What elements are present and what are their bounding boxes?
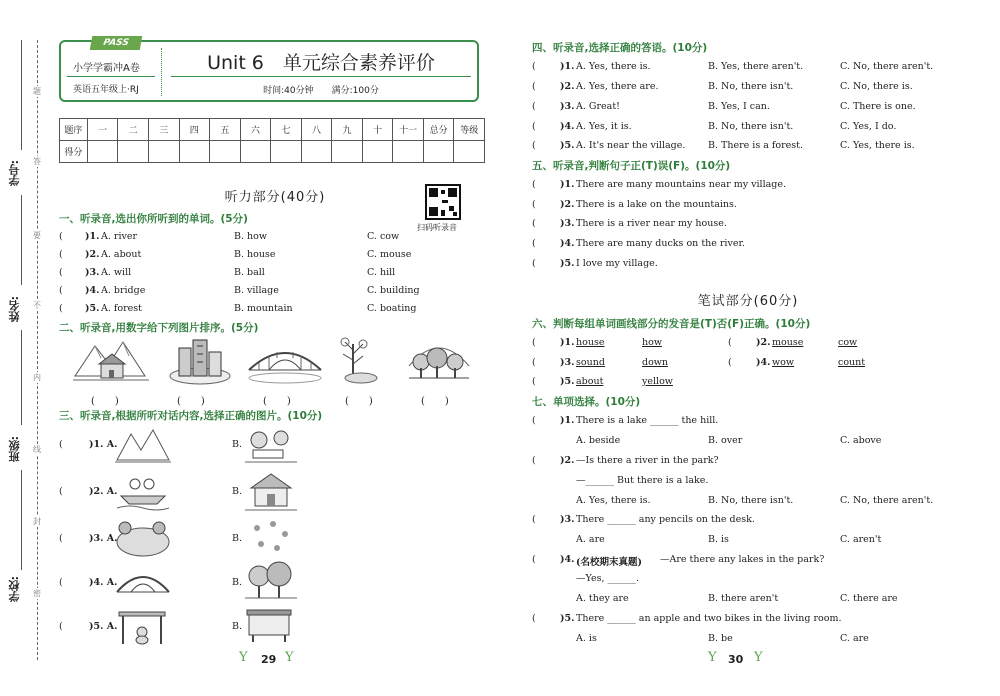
table-cell: 总分 <box>423 119 454 141</box>
exam-meta: 时间:40分钟 满分:100分 <box>263 86 379 96</box>
s3-option-b-label: B. <box>232 486 243 497</box>
answer-bracket[interactable]: ( <box>59 285 63 296</box>
table-cell: 六 <box>240 119 271 141</box>
question-text: —Are there any lakes in the park? <box>660 554 825 565</box>
leaf-icon: Y <box>285 650 294 665</box>
option-a: A. will <box>101 267 132 278</box>
option-a: A. Yes, there are. <box>576 81 659 92</box>
seal-char: 密 <box>33 589 41 598</box>
option-a: A. about <box>101 249 142 260</box>
grade-label: 英语五年级上·RJ <box>73 85 139 95</box>
table-cell: 五 <box>210 119 241 141</box>
statement: There are many ducks on the river. <box>576 238 745 249</box>
buildings-picture-icon <box>167 336 233 386</box>
exam-title: Unit 6 单元综合素养评价 <box>207 52 435 74</box>
table-cell: 四 <box>179 119 210 141</box>
divider <box>161 48 162 96</box>
listening-part-title: 听力部分(40分) <box>224 190 326 205</box>
question-tag: (名校期末真题) <box>576 557 642 568</box>
answer-bracket[interactable]: ( <box>59 439 63 450</box>
answer-bracket[interactable]: ( ) <box>91 396 119 407</box>
word: yellow <box>642 376 673 387</box>
option-b: B. be <box>708 633 733 644</box>
option-c: C. building <box>367 285 420 296</box>
table-cell: 九 <box>332 119 363 141</box>
option-c: C. hill <box>367 267 396 278</box>
bridge-picture-icon <box>245 336 325 386</box>
answer-bracket[interactable]: ( <box>532 258 536 269</box>
score-cell[interactable] <box>423 141 454 163</box>
word: sound <box>576 357 605 368</box>
binding-margin <box>0 0 52 696</box>
qr-caption: 扫码听录音 <box>417 223 457 232</box>
lake-picture-icon <box>115 518 171 560</box>
score-cell[interactable] <box>301 141 332 163</box>
option-c: C. There is one. <box>840 101 916 112</box>
answer-bracket[interactable]: ( <box>532 140 536 151</box>
house-picture-icon <box>245 470 297 514</box>
answer-bracket[interactable]: ( <box>532 554 536 565</box>
table-cell: 十 <box>362 119 393 141</box>
option-c: C. Yes, there is. <box>840 140 915 151</box>
section-3-title: 三、听录音,根据所听对话内容,选择正确的图片。(10分) <box>59 410 323 422</box>
trees-picture-icon <box>245 560 297 604</box>
right-page: 四、听录音,选择正确的答语。(10分) ( )1. A. Yes, there is. B. Yes, there aren't. C. No, there aren't. ( )2. A. Yes, there are. B. No, there isn't. C. No, there is. ( )3. A. Great! B. Yes, I can. C. There is one. ( )4. A. Yes, it is. B. No, there isn't. C. Yes, I do. ( )5. A. It's near the village. B. There is a forest. C. Yes, there is. 五、听录音,判断句子正(T)误(F)。(10分) ( )1. There are many mountains near my village. ( )2. There is a lake on the mountains. ( )3. There is a river near my house. ( )4. There are many ducks on the river. ( )5. I love my village. 笔试部分(60分) 六、判断每组单词画线部分的发音是(T)否(F)正确。(10分) ( )1. house how ( )2. mouse cow ( )3. sound down ( )4. wow count ( )5. about yellow 七、单项选择。(10分) ( )1. There is a lake ______ the hill. A. beside B. over C. above ( )2. —Is there a river in the park? —______ But there is a lake. A. Yes, there is. B. No, there isn't. C. No, there aren't. ( )3. There ______ any pencils on the desk. A. are B. is C. aren't ( )4. (名校期末真题) —Are there any lakes in the park? —Yes, ______. A. they are B. there aren't C. there are ( )5. There ______ an apple and two bikes in the living room. A. is B. be C. are Y 30 Y <box>532 42 934 666</box>
option-a: A. are <box>576 534 605 545</box>
answer-bracket[interactable]: ( <box>728 337 732 348</box>
divider <box>67 76 155 77</box>
statement: I love my village. <box>576 258 658 269</box>
s7-q4-text2: —Yes, ______. <box>576 573 640 584</box>
answer-bracket[interactable]: ( <box>59 303 63 314</box>
option-b: B. No, there isn't. <box>708 121 794 132</box>
village-picture-icon <box>73 336 149 386</box>
answer-bracket[interactable]: ( <box>532 218 536 229</box>
question-text: There ______ an apple and two bikes in the living room. <box>576 613 842 624</box>
option-b: B. No, there isn't. <box>708 495 794 506</box>
answer-bracket[interactable]: ( <box>532 179 536 190</box>
option-b: B. mountain <box>234 303 293 314</box>
section-2-title: 二、听录音,用数字给下列图片排序。(5分) <box>59 322 259 334</box>
answer-bracket[interactable]: ( <box>532 376 536 387</box>
score-cell[interactable] <box>332 141 363 163</box>
leaf-icon: Y <box>708 650 717 665</box>
seal-line <box>37 40 38 660</box>
score-cell[interactable] <box>454 141 485 163</box>
table-cell: 二 <box>118 119 149 141</box>
score-cell[interactable] <box>362 141 393 163</box>
option-b: B. village <box>234 285 279 296</box>
flowers-picture-icon <box>247 518 293 560</box>
answer-bracket[interactable]: ( <box>59 249 63 260</box>
table-cell: 三 <box>148 119 179 141</box>
score-cell[interactable] <box>271 141 302 163</box>
option-a: A. river <box>101 231 138 242</box>
option-c: C. there are <box>840 593 898 604</box>
option-c: C. boating <box>367 303 417 314</box>
seal-char: 线 <box>33 445 41 454</box>
series-name: 小学学霸冲A卷 <box>73 63 140 74</box>
word: count <box>838 357 866 368</box>
score-cell[interactable] <box>118 141 149 163</box>
table-cell: 题序 <box>60 119 88 141</box>
answer-bracket[interactable]: ( ) <box>177 396 205 407</box>
score-table-header-row <box>60 119 485 141</box>
class-underline <box>21 330 22 425</box>
name-underline <box>21 195 22 285</box>
page-number-left: 29 <box>261 653 277 666</box>
answer-bracket[interactable]: ( <box>532 337 536 348</box>
student-id-label: 学号: <box>8 160 21 187</box>
word: house <box>576 337 605 348</box>
answer-bracket[interactable]: ( <box>532 613 536 624</box>
question-text: —Is there a river in the park? <box>576 455 719 466</box>
answer-bracket[interactable]: ( ) <box>263 396 291 407</box>
score-cell[interactable] <box>240 141 271 163</box>
table-cell: 八 <box>301 119 332 141</box>
answer-bracket[interactable]: ( <box>532 81 536 92</box>
seal-char: 题 <box>33 87 41 96</box>
qr-code-icon[interactable] <box>425 184 461 220</box>
answer-bracket[interactable]: ( <box>532 455 536 466</box>
class-label: 班级: <box>8 436 21 463</box>
option-c: C. above <box>840 435 882 446</box>
statement: There are many mountains near my village. <box>576 179 787 190</box>
option-c: C. Yes, I do. <box>840 121 897 132</box>
word: about <box>576 376 604 387</box>
option-c: C. No, there aren't. <box>840 495 934 506</box>
option-a: A. Yes, there is. <box>576 61 651 72</box>
score-cell[interactable] <box>393 141 424 163</box>
option-a: A. Yes, it is. <box>576 121 632 132</box>
s3-option-b-label: B. <box>232 621 243 632</box>
school-label: 学校: <box>8 576 21 603</box>
option-b: B. there aren't <box>708 593 779 604</box>
option-c: C. No, there aren't. <box>840 61 934 72</box>
answer-bracket[interactable]: ( ) <box>345 396 373 407</box>
option-c: C. aren't <box>840 534 882 545</box>
answer-bracket[interactable]: ( <box>59 231 63 242</box>
statement: There is a lake on the mountains. <box>576 199 737 210</box>
word: mouse <box>772 337 804 348</box>
forest-picture-icon <box>407 336 471 386</box>
table-cell: 等级 <box>454 119 485 141</box>
answer-bracket[interactable]: ( <box>59 267 63 278</box>
option-a: A. It's near the village. <box>576 140 686 151</box>
option-c: C. are <box>840 633 869 644</box>
option-a: A. Great! <box>576 101 620 112</box>
writing-part-title: 笔试部分(60分) <box>697 294 799 309</box>
bridge-picture-icon <box>115 562 171 602</box>
lake-tree-picture-icon <box>335 336 379 386</box>
leaf-icon: Y <box>754 650 763 665</box>
score-cell[interactable] <box>87 141 118 163</box>
section-7-title: 七、单项选择。(10分) <box>532 396 641 408</box>
option-b: B. There is a forest. <box>708 140 804 151</box>
answer-bracket[interactable]: ( <box>532 357 536 368</box>
question-text: There ______ any pencils on the desk. <box>576 514 755 525</box>
s7-q2-text2: —______ But there is a lake. <box>576 475 709 486</box>
seal-char: 要 <box>33 231 41 240</box>
section-5-title: 五、听录音,判断句子正(T)误(F)。(10分) <box>532 160 731 172</box>
desk-picture-icon <box>245 604 293 644</box>
exam-header <box>59 40 479 102</box>
answer-bracket[interactable]: ( <box>59 486 63 497</box>
option-a: A. forest <box>101 303 142 314</box>
answer-bracket[interactable]: ( ) <box>421 396 449 407</box>
s3-option-b-label: B. <box>232 439 243 450</box>
table-cell: 一 <box>87 119 118 141</box>
id-underline <box>21 40 22 150</box>
option-a: A. bridge <box>101 285 146 296</box>
option-b: B. Yes, there aren't. <box>708 61 804 72</box>
park-picture-icon <box>245 426 297 466</box>
score-cell[interactable] <box>179 141 210 163</box>
word: wow <box>772 357 794 368</box>
seal-char: 内 <box>33 373 41 382</box>
answer-bracket[interactable]: ( <box>532 514 536 525</box>
question-text: There is a lake ______ the hill. <box>576 415 719 426</box>
answer-bracket[interactable]: ( <box>59 533 63 544</box>
table-cell: 得分 <box>60 141 88 163</box>
option-b: B. No, there isn't. <box>708 81 794 92</box>
cat-under-table-picture-icon <box>117 606 167 646</box>
option-c: C. No, there is. <box>840 81 913 92</box>
name-label: 姓名: <box>8 296 21 323</box>
word: how <box>642 337 662 348</box>
section-1-title: 一、听录音,选出你所听到的单词。(5分) <box>59 213 248 225</box>
option-b: B. house <box>234 249 276 260</box>
score-cell[interactable] <box>210 141 241 163</box>
option-b: B. is <box>708 534 729 545</box>
word: down <box>642 357 669 368</box>
option-a: A. beside <box>576 435 621 446</box>
table-cell: 七 <box>271 119 302 141</box>
seal-char: 答 <box>33 157 41 166</box>
answer-bracket[interactable]: ( <box>59 621 63 632</box>
score-cell[interactable] <box>148 141 179 163</box>
statement: There is a river near my house. <box>576 218 727 229</box>
answer-bracket[interactable]: ( <box>59 577 63 588</box>
word: cow <box>838 337 858 348</box>
answer-bracket[interactable]: ( <box>532 101 536 112</box>
seal-char: 不 <box>33 301 41 310</box>
option-b: B. over <box>708 435 743 446</box>
score-table <box>59 118 485 163</box>
answer-bracket[interactable]: ( <box>532 415 536 426</box>
divider <box>171 76 471 77</box>
table-cell: 十一 <box>393 119 424 141</box>
score-table-score-row <box>60 141 485 163</box>
section-6-title: 六、判断每组单词画线部分的发音是(T)否(F)正确。(10分) <box>532 318 811 330</box>
boating-picture-icon <box>115 472 171 512</box>
left-page: PASS 小学学霸冲A卷 英语五年级上·RJ Unit 6 单元综合素养评价 时间:40分钟 满分:100分 题序 一 二 三 四 五 六 七 八 九 十 十一 总分 等级 得分 听力部分(40分) 扫码听录音 一、听录音,选出你所听到的单词。(5分) ( )1. A. river B. how C. cow ( )2. A. about B. house C. mouse ( )3. A. will B. ball C. hill ( )4. A. bridge B. village C. building ( )5. A. forest B. mountain C. boating 二、听录音,用数字给下列图片排序。(5分) ( ) ( ) ( ) ( ) ( ) 三、听录音,根据所听对话内容,选择正确的图片。(10分) ( )1. A. B. ( )2. A. B. ( )3. A. B. ( )4. A. B. ( )5. A. B. Y 29 Y <box>55 0 485 696</box>
answer-bracket[interactable]: ( <box>728 357 732 368</box>
page-number-right: 30 <box>728 653 744 666</box>
answer-bracket[interactable]: ( <box>532 199 536 210</box>
option-b: B. how <box>234 231 267 242</box>
option-a: A. Yes, there is. <box>576 495 651 506</box>
seal-char: 封 <box>33 517 41 526</box>
option-a: A. they are <box>576 593 629 604</box>
option-c: C. cow <box>367 231 400 242</box>
answer-bracket[interactable]: ( <box>532 121 536 132</box>
answer-bracket[interactable]: ( <box>532 238 536 249</box>
option-c: C. mouse <box>367 249 412 260</box>
pass-logo: PASS <box>90 36 142 50</box>
s3-option-b-label: B. <box>232 533 243 544</box>
section-4-title: 四、听录音,选择正确的答语。(10分) <box>532 42 708 54</box>
leaf-icon: Y <box>239 650 248 665</box>
option-b: B. ball <box>234 267 265 278</box>
hills-picture-icon <box>115 426 171 466</box>
s3-option-b-label: B. <box>232 577 243 588</box>
answer-bracket[interactable]: ( <box>532 61 536 72</box>
option-b: B. Yes, I can. <box>708 101 770 112</box>
option-a: A. is <box>576 633 597 644</box>
school-underline <box>21 470 22 570</box>
